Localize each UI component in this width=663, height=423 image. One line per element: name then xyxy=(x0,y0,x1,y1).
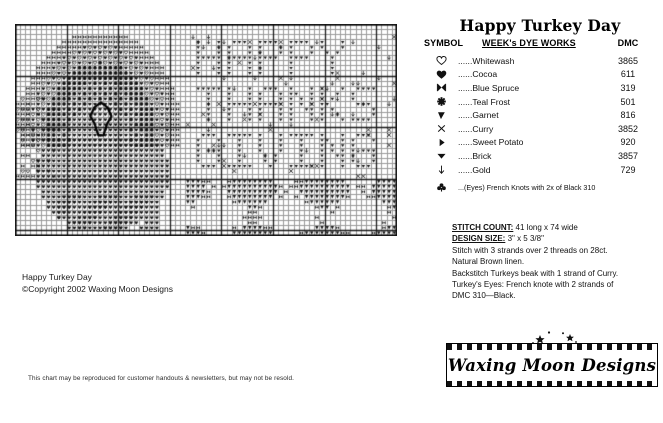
bowtie-icon xyxy=(424,82,458,93)
legend-color-name: ......Cocoa xyxy=(458,69,498,80)
filled-heart-icon xyxy=(424,69,458,80)
legend-dmc-number: 3865 xyxy=(617,55,639,66)
design-size-label: DESIGN SIZE: xyxy=(452,234,506,244)
cross-x-icon xyxy=(424,123,458,134)
legend-header-row xyxy=(424,38,656,48)
legend-row xyxy=(424,163,656,177)
stitch-count-label: STITCH COUNT: xyxy=(452,223,514,232)
legend-dmc-number: 3857 xyxy=(617,150,639,161)
legend-color-name: ......Teal Frost xyxy=(458,96,511,107)
stitch-count-value: 41 long x 74 wide xyxy=(513,223,578,232)
logo-frame xyxy=(446,343,658,387)
legend-panel xyxy=(424,16,656,194)
instruction-line-6: Turkey's Eyes: French knote with 2 strands of xyxy=(452,280,614,290)
legend-dmc-number: 816 xyxy=(620,110,636,121)
legend-row xyxy=(424,81,656,95)
legend-dmc-number: 3852 xyxy=(617,123,639,134)
legend-dmc-number: 920 xyxy=(620,137,636,148)
french-knot-club-icon xyxy=(424,182,458,193)
legend-color-name: ......Curry xyxy=(458,123,494,134)
down-triangle-icon xyxy=(424,150,458,161)
header-symbol: SYMBOL xyxy=(424,38,464,48)
legend-row xyxy=(424,54,656,68)
design-size-line xyxy=(452,233,657,244)
pattern-symbols xyxy=(15,24,397,236)
design-size-value: 3" x 5 3/8" xyxy=(505,234,544,244)
legend-rows xyxy=(424,54,656,194)
stitch-count-line xyxy=(452,222,657,233)
down-arrow-icon xyxy=(424,164,458,175)
corner-triangle-icon xyxy=(424,110,458,121)
header-dmc: DMC xyxy=(617,38,639,48)
footer-disclaimer: This chart may be reproduced for customer handouts & newsletters, but may not be resold. xyxy=(28,375,294,382)
legend-color-name: ......Sweet Potato xyxy=(458,137,524,148)
caption-copyright: ©Copyright 2002 Waxing Moon Designs xyxy=(22,283,173,294)
waxing-moon-logo xyxy=(446,330,656,386)
header-brand: WEEK's DYE WORKS xyxy=(482,38,576,48)
logo-checker-bottom xyxy=(447,381,657,387)
legend-row xyxy=(424,108,656,122)
legend-color-name: ......Whitewash xyxy=(458,55,515,66)
legend-dmc-number: 611 xyxy=(620,69,636,80)
legend-color-name: ......Blue Spruce xyxy=(458,82,520,93)
cross-stitch-chart xyxy=(15,24,397,263)
logo-text: Waxing Moon Designs xyxy=(447,355,657,375)
legend-color-name: ......Garnet xyxy=(458,110,499,121)
instruction-line-7: DMC 310—Black. xyxy=(452,291,516,301)
legend-dmc-number: 729 xyxy=(620,164,636,175)
legend-row xyxy=(424,68,656,82)
legend-row xyxy=(424,95,656,109)
legend-note-text: ...(Eyes) French Knots with 2x of Black 310 xyxy=(458,182,596,192)
instruction-line-3: Stitch with 3 strands over 2 threads on 28ct. xyxy=(452,245,608,255)
chart-caption xyxy=(22,272,282,295)
legend-color-name: ......Brick xyxy=(458,150,492,161)
asterisk-star-icon xyxy=(424,96,458,107)
caption-title: Happy Turkey Day xyxy=(22,272,92,282)
open-heart-icon xyxy=(424,55,458,66)
legend-dmc-number: 501 xyxy=(620,96,636,107)
legend-row xyxy=(424,149,656,163)
instructions-block xyxy=(452,222,657,302)
legend-color-name: ......Gold xyxy=(458,164,491,175)
logo-checker-top xyxy=(447,344,657,350)
legend-dmc-number: 319 xyxy=(620,82,636,93)
instruction-line-4: Natural Brown linen. xyxy=(452,257,525,267)
instruction-line-5: Backstitch Turkeys beak with 1 strand of Curry. xyxy=(452,268,619,278)
right-triangle-icon xyxy=(424,137,458,148)
legend-note-row xyxy=(424,180,656,194)
legend-title: Happy Turkey Day xyxy=(459,16,621,35)
legend-row xyxy=(424,122,656,136)
legend-row xyxy=(424,136,656,150)
